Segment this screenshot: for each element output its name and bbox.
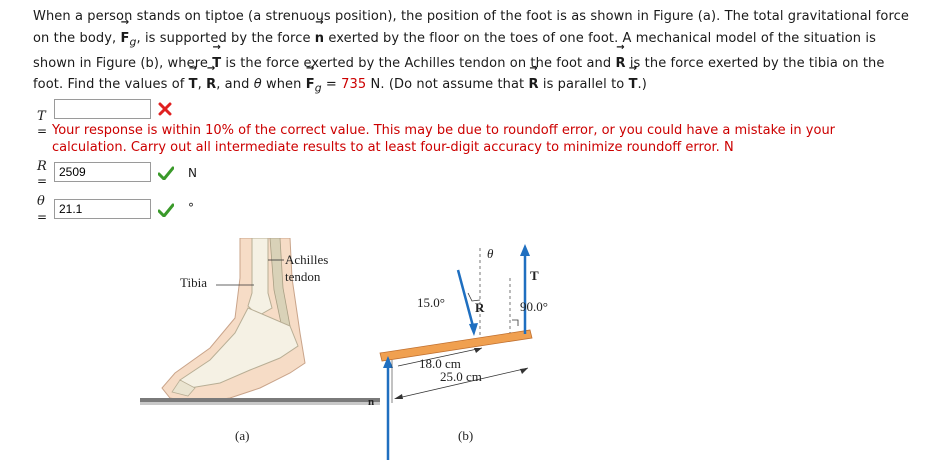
problem-line-3: shown in Figure (b), where → T is the force exerted by the Achilles tendon on the foot and → R is the force exerted by the tibia on the xyxy=(33,53,938,75)
label-angle-15: 15.0° xyxy=(417,295,445,310)
label-tibia: Tibia xyxy=(180,275,207,290)
label-tendon: tendon xyxy=(285,269,321,284)
answer-t-equals: = xyxy=(37,124,48,138)
answer-r-unit: N xyxy=(188,166,197,180)
feedback-message: Your response is within 10% of the correct value. This may be due to roundoff error, or you could have a mistake in your calculation. Carry out all intermediate results to at least four-digit accuracy to minimize roundoff error. N xyxy=(52,123,836,155)
mechanical-model-diagram xyxy=(370,238,580,461)
label-theta: θ xyxy=(487,246,494,261)
answer-r-label: R xyxy=(37,159,47,174)
vector-r: → R xyxy=(615,53,625,75)
figure-b xyxy=(370,238,580,461)
answer-r-input[interactable] xyxy=(54,162,151,182)
label-angle-90: 90.0° xyxy=(520,299,548,314)
answer-t-label: T xyxy=(37,109,46,124)
label-t-vector: T xyxy=(530,268,539,283)
answer-theta-input[interactable] xyxy=(54,199,151,219)
vector-fg: → F xyxy=(121,28,130,50)
figure-a xyxy=(140,238,380,461)
given-fg-value: 735 xyxy=(341,77,367,93)
label-n-vector: n xyxy=(368,396,375,408)
problem-line-1: When a person stands on tiptoe (a strenuous position), the position of the foot is as shown in Figure (a). The total gravitational force xyxy=(33,9,909,24)
problem-line-2: on the body, → $F_g$, is supported by the force → n exerted by the floor on the toes of one foot. A mechanical model of the situation is xyxy=(33,28,938,53)
correct-check-icon xyxy=(158,203,174,217)
label-distance-18: 18.0 cm xyxy=(419,356,461,371)
answer-theta-label: θ xyxy=(37,194,45,209)
answer-t-input[interactable] xyxy=(54,99,151,119)
answer-theta-equals: = xyxy=(37,210,48,224)
label-distance-25: 25.0 cm xyxy=(440,369,482,384)
vector-n: → n xyxy=(315,28,324,50)
answer-theta-unit: ° xyxy=(188,201,194,215)
vector-t: → T xyxy=(212,53,221,75)
caption-a: (a) xyxy=(235,428,250,443)
correct-check-icon xyxy=(158,166,174,180)
label-r-vector: R xyxy=(475,300,485,315)
caption-b: (b) xyxy=(458,428,474,443)
label-achilles: Achilles xyxy=(285,252,329,267)
problem-statement xyxy=(33,6,938,99)
problem-line-4: foot. Find the values of → T, → R, and θ when → $F_g = 735$ N. (Do not assume that → R is parallel to → T.) xyxy=(33,74,938,99)
incorrect-x-icon xyxy=(158,102,172,116)
foot-illustration xyxy=(140,238,380,461)
answer-r-equals: = xyxy=(37,174,48,188)
